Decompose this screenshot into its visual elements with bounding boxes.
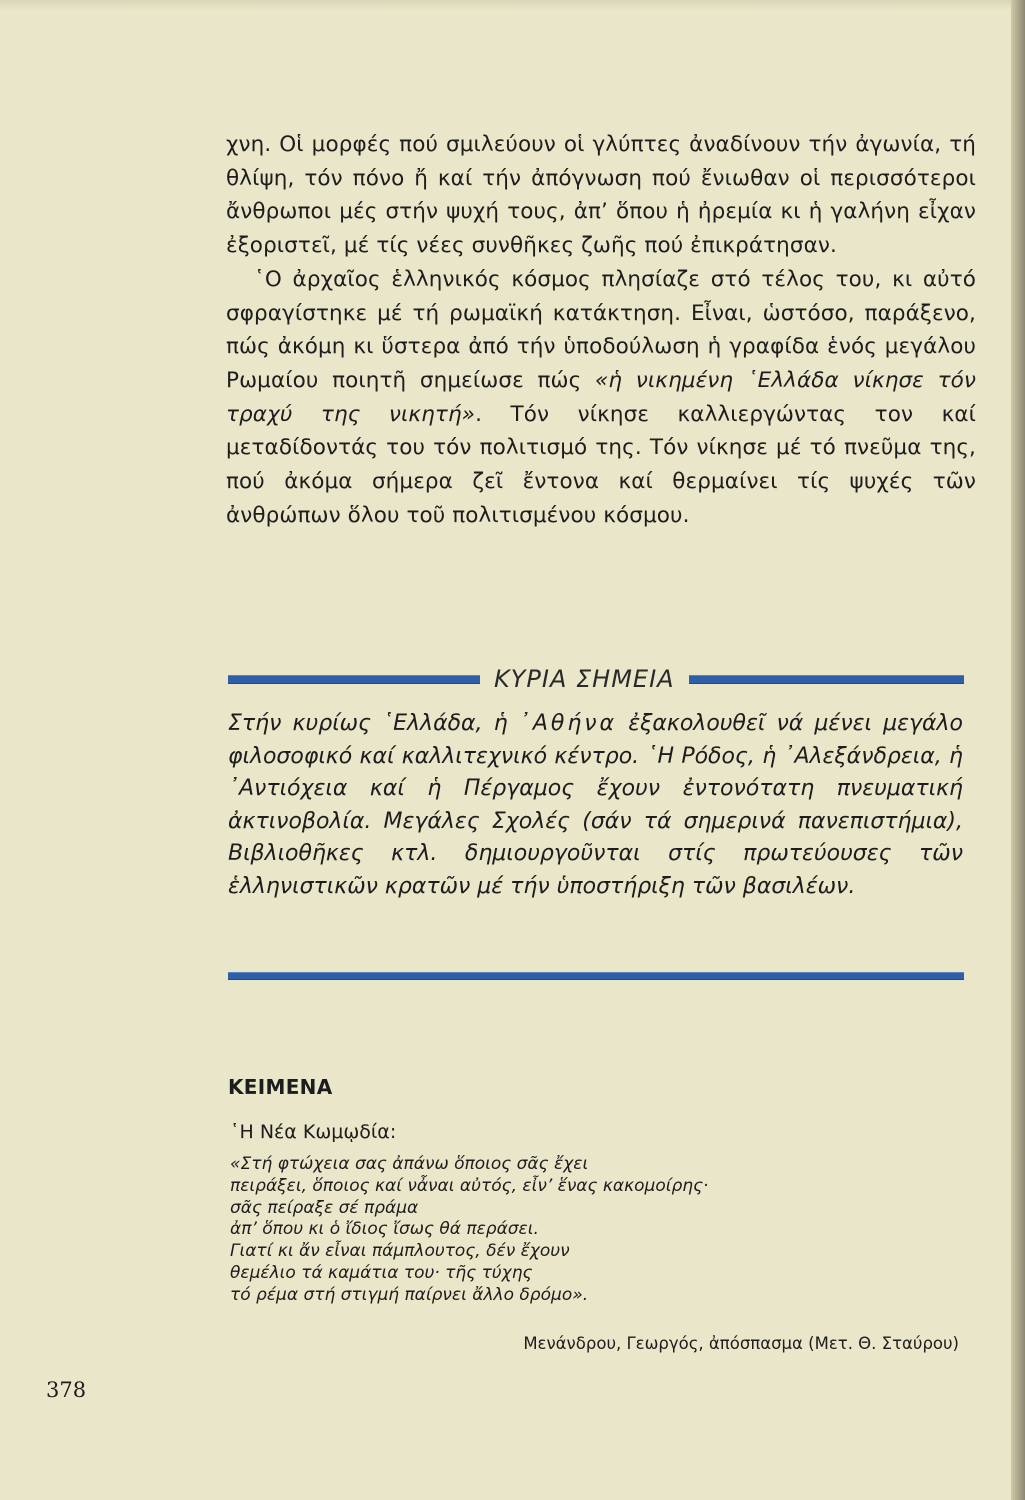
paragraph-2: [226, 263, 976, 533]
key-points-athens: ᾿Αθήνα: [518, 711, 618, 736]
paragraph-1: χνη. Οἱ μορφές πού σμιλεύουν οἱ γλύπτες ἀναδίνουν τήν ἀγωνία, τή θλίψη, τόν πόνο ἤ καί τήν ἀπόγνωση πού ἔνιωθαν οἱ περισσότεροι ἄνθρωποι μές στήν ψυχή τους, ἀπ’ ὅπου ἡ ἠρεμία κι ἡ γαλήνη εἶχαν ἐξοριστεῖ, μέ τίς νέες συνθῆκες ζωῆς πού ἐπικράτησαν.: [226, 132, 976, 259]
poem-attribution: Μενάνδρου, Γεωργός, ἀπόσπασμα (Μετ. Θ. Σταύρου): [523, 1334, 959, 1353]
poem-line: «Στή φτώχεια σας ἀπάνω ὅποιος σᾶς ἔχει: [230, 1154, 589, 1174]
poem-excerpt: [230, 1154, 708, 1307]
poem-line: σᾶς πείραξε σέ πράμα: [230, 1197, 419, 1218]
poem-line: Γιατί κι ἄν εἶναι πάμπλουτος, δέν ἔχουν: [230, 1241, 570, 1262]
poem-line: τό ρέμα στή στιγμή παίρνει ἄλλο δρόμο».: [230, 1284, 589, 1305]
source-title: ῾Η Νέα Κωμῳδία:: [230, 1121, 397, 1143]
key-points-bottom-rule: [228, 972, 964, 980]
header-rule-right: [689, 675, 964, 684]
page-edge: [1011, 0, 1025, 1500]
page-number: 378: [46, 1378, 87, 1402]
key-points-text-before: Στήν κυρίως ῾Ελλάδα, ἡ: [228, 711, 519, 736]
key-points-text-after: ἐξακολουθεῖ νά μένει μεγάλο φιλοσοφικό καί καλλιτεχνικό κέντρο. ῾Η Ρόδος, ἡ ᾿Αλεξάνδρεια, ἡ ᾿Αντιόχεια καί ἡ Πέργαμος ἔχουν ἐντονότατη πνευματική ἀκτινοβολία. Μεγάλες Σχολές (σάν τά σημερινά πανεπιστήμια), Βιβλιοθῆκες κτλ. δημιουργοῦνται στίς πρωτεύουσες τῶν ἑλληνιστικῶν κρατῶν μέ τήν ὑποστήριξη τῶν βασιλέων.: [228, 711, 963, 899]
poem-line: ἀπ’ ὅπου κι ὁ ἴδιος ἴσως θά περάσει.: [230, 1219, 539, 1240]
paragraph-2-quote: «ἡ νικημένη ῾Ελλάδα νίκησε τόν τραχύ της νικητή»: [226, 367, 976, 427]
key-points-header: [228, 662, 964, 696]
key-points-title: ΚΥΡΙΑ ΣΗΜΕΙΑ: [494, 665, 675, 693]
poem-line: πειράξει, ὅποιος καί νἆναι αὐτός, εἶν’ ἕνας κακομοίρης·: [230, 1175, 709, 1196]
texts-heading: ΚΕΙΜΕΝΑ: [228, 1075, 333, 1099]
page-edge-top: [0, 0, 1025, 10]
paragraph-2-after: . Τόν νίκησε καλλιεργώντας τον καί μεταδίδοντάς του τόν πολιτισμό της. Τόν νίκησε μέ τό πνεῦμα της, πού ἀκόμα σήμερα ζεῖ ἔντονα καί θερμαίνει τίς ψυχές τῶν ἀνθρώπων ὅλου τοῦ πολιτισμένου κόσμου.: [226, 401, 976, 528]
main-body-text: [226, 128, 976, 532]
paragraph-2-before: ῾Ο ἀρχαῖος ἑλληνικός κόσμος πλησίαζε στό τέλος του, κι αὐτό σφραγίστηκε μέ τή ρωμαϊκή κατάκτηση. Εἶναι, ὡστόσο, παράξενο, πώς ἀκόμη κι ὕστερα ἀπό τήν ὑποδούλωση ἡ γραφίδα ἑνός μεγάλου Ρωμαίου ποιητῆ σημείωσε πώς: [226, 266, 976, 393]
poem-line: θεμέλιο τά καμάτια του· τῆς τύχης: [230, 1262, 533, 1283]
header-rule-left: [228, 675, 480, 684]
key-points-text: [228, 708, 963, 903]
